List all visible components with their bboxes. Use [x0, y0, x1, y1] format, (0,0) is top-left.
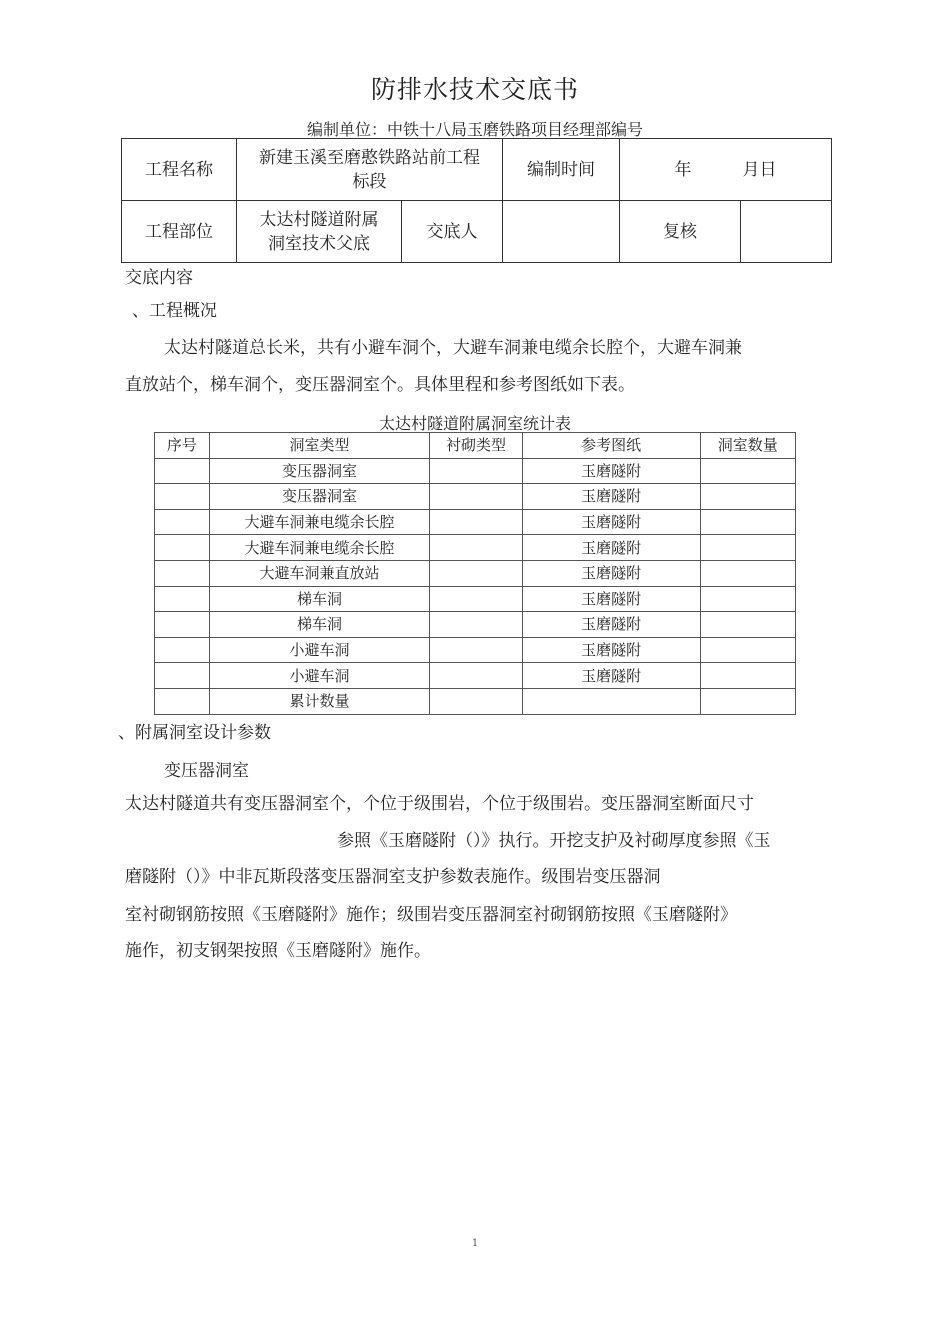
- cell-no: [155, 535, 210, 561]
- col-header-lining: 衬砌类型: [430, 433, 522, 459]
- para-line-5: 施作，初支钢架按照《玉磨隧附》施作。: [125, 941, 431, 961]
- cell-drawing: [522, 688, 700, 714]
- col-header-type: 洞室类型: [209, 433, 430, 459]
- cell-drawing: 玉磨隧附: [522, 458, 700, 484]
- location-label: 工程部位: [122, 201, 237, 263]
- header-info-table: [121, 138, 832, 263]
- cell-count: [700, 586, 795, 612]
- cell-count: [700, 663, 795, 689]
- cell-count: [700, 637, 795, 663]
- cell-lining: [430, 509, 522, 535]
- cell-drawing: 玉磨隧附: [522, 560, 700, 586]
- cell-lining: [430, 586, 522, 612]
- overview-line-1: 太达村隧道总长米，共有小避车洞个，大避车洞兼电缆余长腔个，大避车洞兼: [164, 338, 742, 358]
- cell-drawing: 玉磨隧附: [522, 509, 700, 535]
- cell-type: 累计数量: [209, 688, 430, 714]
- cell-count: [700, 560, 795, 586]
- cell-count: [700, 509, 795, 535]
- cell-no: [155, 663, 210, 689]
- compile-time-value: 年 月日: [620, 139, 832, 201]
- compile-time-label: 编制时间: [503, 139, 620, 201]
- cell-type: 变压器洞室: [209, 458, 430, 484]
- cell-type: 梯车洞: [209, 612, 430, 638]
- location-value: [237, 201, 402, 263]
- table-total-row: [155, 688, 796, 714]
- cell-lining: [430, 612, 522, 638]
- page-title: 防排水技术交底书: [370, 75, 579, 104]
- table-row: [155, 560, 796, 586]
- cell-type: 大避车洞兼电缆余长腔: [209, 509, 430, 535]
- cell-no: [155, 484, 210, 510]
- briefer-value: [503, 201, 620, 263]
- cell-count: [700, 458, 795, 484]
- table-header-row: [155, 433, 796, 459]
- col-header-count: 洞室数量: [700, 433, 795, 459]
- cell-lining: [430, 535, 522, 561]
- briefer-label: 交底人: [402, 201, 503, 263]
- para-line-3: 磨隧附（）》中非瓦斯段落变压器洞室支护参数表施作。级围岩变压器洞: [125, 867, 661, 887]
- location-value-line2: 洞室技术父底: [268, 233, 370, 254]
- cell-no: [155, 509, 210, 535]
- cell-lining: [430, 458, 522, 484]
- table-row: [155, 509, 796, 535]
- cell-count: [700, 484, 795, 510]
- cell-type: 大避车洞兼直放站: [209, 560, 430, 586]
- cell-count: [700, 612, 795, 638]
- table-row: [155, 637, 796, 663]
- table-row: [155, 612, 796, 638]
- cell-drawing: 玉磨隧附: [522, 535, 700, 561]
- cell-type: 小避车洞: [209, 637, 430, 663]
- cell-no: [155, 458, 210, 484]
- project-name-label: 工程名称: [122, 139, 237, 201]
- cell-type: 大避车洞兼电缆余长腔: [209, 535, 430, 561]
- table-row: [155, 586, 796, 612]
- cell-type: 梯车洞: [209, 586, 430, 612]
- design-heading: 、附属洞室设计参数: [118, 723, 271, 743]
- cell-drawing: 玉磨隧附: [522, 663, 700, 689]
- cell-lining: [430, 484, 522, 510]
- col-header-no: 序号: [155, 433, 210, 459]
- overview-heading: 、工程概况: [132, 301, 217, 321]
- col-header-drawing: 参考图纸: [522, 433, 700, 459]
- page-number: 1: [471, 1238, 479, 1249]
- cell-drawing: 玉磨隧附: [522, 612, 700, 638]
- cell-no: [155, 560, 210, 586]
- table-row: [155, 458, 796, 484]
- review-label: 复核: [620, 201, 741, 263]
- table-row: [155, 535, 796, 561]
- table-title: 太达村隧道附属洞室统计表: [378, 414, 571, 433]
- cell-no: [155, 586, 210, 612]
- cell-lining: [430, 560, 522, 586]
- cell-lining: [430, 688, 522, 714]
- para-line-1: 太达村隧道共有变压器洞室个，个位于级围岩，个位于级围岩。变压器洞室断面尺寸: [125, 794, 754, 814]
- cell-drawing: 玉磨隧附: [522, 586, 700, 612]
- chamber-stat-table: [154, 432, 796, 715]
- review-value: [741, 201, 832, 263]
- compiling-unit-line: 编制单位：中铁十八局玉磨铁路项目经理部编号: [306, 120, 643, 139]
- cell-drawing: 玉磨隧附: [522, 484, 700, 510]
- table-row: [155, 663, 796, 689]
- cell-type: 变压器洞室: [209, 484, 430, 510]
- cell-type: 小避车洞: [209, 663, 430, 689]
- cell-lining: [430, 663, 522, 689]
- cell-lining: [430, 637, 522, 663]
- project-name-value-line1: 新建玉溪至磨憨铁路站前工程: [259, 147, 480, 168]
- cell-no: [155, 637, 210, 663]
- overview-line-2: 直放站个，梯车洞个，变压器洞室个。具体里程和参考图纸如下表。: [125, 375, 635, 395]
- cell-count: [700, 688, 795, 714]
- cell-drawing: 玉磨隧附: [522, 637, 700, 663]
- project-name-value-line2: 标段: [352, 171, 387, 192]
- section-label: 交底内容: [125, 268, 193, 288]
- cell-no: [155, 612, 210, 638]
- para-line-2: 参照《玉磨隧附（）》执行。开挖支护及衬砌厚度参照《玉: [337, 831, 771, 851]
- location-value-line1: 太达村隧道附属: [259, 209, 379, 230]
- sub-heading: 变压器洞室: [164, 761, 249, 781]
- project-name-value: [237, 139, 503, 201]
- cell-no: [155, 688, 210, 714]
- table-row: [155, 484, 796, 510]
- cell-count: [700, 535, 795, 561]
- para-line-4: 室衬砌钢筋按照《玉磨隧附》施作；级围岩变压器洞室衬砌钢筋按照《玉磨隧附》: [125, 905, 737, 925]
